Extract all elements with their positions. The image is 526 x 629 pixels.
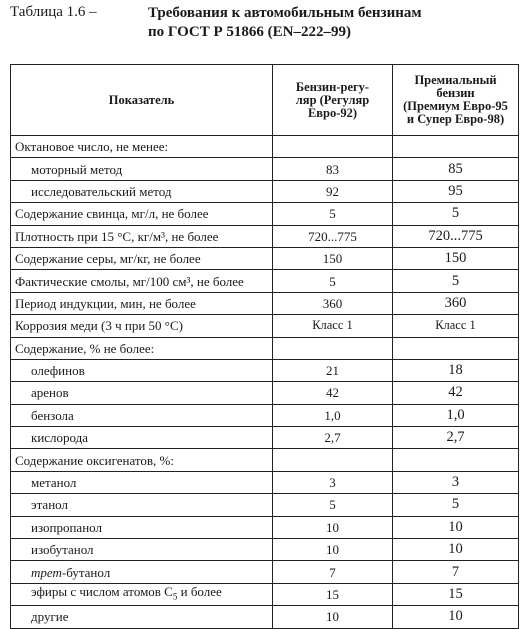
header-param: Показатель xyxy=(11,65,273,136)
row-param-name xyxy=(11,382,273,404)
row-param-name-text: кислорода xyxy=(31,430,89,446)
header-premium-line3: (Премиум Евро-95 xyxy=(403,99,508,113)
row-param-name xyxy=(11,539,273,561)
caption-label: Таблица 1.6 – xyxy=(10,4,97,20)
row-param-name xyxy=(11,516,273,538)
row-value-premium xyxy=(393,337,519,359)
row-param-name-italic: трет xyxy=(31,564,62,580)
row-value-regular: 150 xyxy=(273,247,393,269)
row-value-regular: 10 xyxy=(273,516,393,538)
header-premium-line4: и Супер Евро-98) xyxy=(406,112,505,126)
row-param-name xyxy=(11,404,273,426)
row-param-name-text: изобутанол xyxy=(31,542,94,558)
row-value-regular: 83 xyxy=(273,158,393,180)
row-value-premium: 1,0 xyxy=(393,404,519,426)
table-row xyxy=(11,404,519,426)
table-row xyxy=(11,225,519,247)
table-row xyxy=(11,539,519,561)
row-value-regular: 1,0 xyxy=(273,404,393,426)
row-value-premium: 720...775 xyxy=(393,225,519,247)
row-param-name-text: Октановое число, не менее: xyxy=(15,139,169,155)
row-value-premium: 5 xyxy=(393,203,519,225)
table-row xyxy=(11,315,519,337)
header-regular-line3: Евро-92) xyxy=(307,105,358,120)
row-param-name-subscript: 5 xyxy=(172,591,178,602)
row-param-name xyxy=(11,292,273,314)
row-param-name xyxy=(11,449,273,471)
row-value-regular xyxy=(273,136,393,158)
table-row xyxy=(11,337,519,359)
table-row xyxy=(11,247,519,269)
table-row xyxy=(11,449,519,471)
row-param-name xyxy=(11,225,273,247)
row-value-premium: 5 xyxy=(393,270,519,292)
row-param-name xyxy=(11,315,273,337)
row-param-name-text: бензола xyxy=(31,407,74,423)
row-param-name xyxy=(11,136,273,158)
row-value-regular xyxy=(273,449,393,471)
caption-title-line2: по ГОСТ Р 51866 (EN–222–99) xyxy=(148,24,351,40)
table-row xyxy=(11,427,519,449)
row-param-name-text: моторный метод xyxy=(31,161,123,177)
row-value-premium xyxy=(393,449,519,471)
row-param-name xyxy=(11,180,273,202)
row-value-premium: 10 xyxy=(393,539,519,561)
row-param-name-text: Фактические смолы, мг/100 см³, не более xyxy=(15,273,244,289)
row-value-regular: 5 xyxy=(273,270,393,292)
row-param-name-text: -бутанол xyxy=(61,564,111,580)
header-regular-line1: Бензин-регу- xyxy=(295,79,370,94)
row-param-name xyxy=(11,583,273,605)
row-param-name xyxy=(11,359,273,381)
row-param-name xyxy=(11,337,273,359)
row-param-name-text: этанол xyxy=(31,497,68,513)
row-param-name-text: Коррозия меди (3 ч при 50 °С) xyxy=(15,318,183,334)
row-param-name-tail: и более xyxy=(177,584,222,600)
row-param-name-text: эфиры с числом атомов С xyxy=(31,584,173,600)
table-row xyxy=(11,203,519,225)
row-value-regular: 42 xyxy=(273,382,393,404)
row-value-regular: 15 xyxy=(273,583,393,605)
table-row xyxy=(11,516,519,538)
row-param-name xyxy=(11,270,273,292)
row-value-premium: 15 xyxy=(393,583,519,605)
gasoline-requirements-table xyxy=(10,64,519,629)
row-value-premium: 85 xyxy=(393,158,519,180)
table-row xyxy=(11,382,519,404)
row-value-premium: 42 xyxy=(393,382,519,404)
row-value-regular: Класс 1 xyxy=(273,315,393,337)
row-value-regular: 7 xyxy=(273,561,393,583)
row-value-regular: 21 xyxy=(273,359,393,381)
row-value-premium: 7 xyxy=(393,561,519,583)
table-row xyxy=(11,494,519,516)
row-value-regular xyxy=(273,337,393,359)
row-value-premium: 5 xyxy=(393,494,519,516)
header-row xyxy=(11,65,519,136)
table-row xyxy=(11,180,519,202)
row-value-regular: 3 xyxy=(273,471,393,493)
header-premium-line1: Премиальный xyxy=(414,73,497,87)
row-value-premium: 360 xyxy=(393,292,519,314)
row-param-name-text: олефинов xyxy=(31,363,85,379)
row-value-regular: 360 xyxy=(273,292,393,314)
row-value-regular: 10 xyxy=(273,539,393,561)
header-premium xyxy=(393,65,519,136)
row-value-premium: 2,7 xyxy=(393,427,519,449)
header-premium-line2: бензин xyxy=(436,86,475,100)
row-param-name xyxy=(11,561,273,583)
row-param-name xyxy=(11,471,273,493)
row-value-regular: 10 xyxy=(273,606,393,628)
row-param-name xyxy=(11,427,273,449)
table-row xyxy=(11,471,519,493)
row-param-name xyxy=(11,494,273,516)
row-param-name-text: исследовательский метод xyxy=(31,183,172,199)
table-caption xyxy=(10,4,520,48)
table-row xyxy=(11,158,519,180)
row-param-name-text: Содержание серы, мг/кг, не более xyxy=(15,251,201,267)
row-param-name xyxy=(11,247,273,269)
row-param-name-text: изопропанол xyxy=(31,519,102,535)
row-param-name-text: Плотность при 15 °С, кг/м³, не более xyxy=(15,228,219,244)
row-value-premium: 18 xyxy=(393,359,519,381)
row-param-name-text: Содержание свинца, мг/л, не более xyxy=(15,206,209,222)
header-regular-line2: ляр (Регуляр xyxy=(295,92,370,107)
row-param-name-text: аренов xyxy=(31,385,69,401)
row-value-premium: 10 xyxy=(393,516,519,538)
header-regular xyxy=(273,65,393,136)
row-value-premium: Класс 1 xyxy=(393,315,519,337)
row-value-regular: 92 xyxy=(273,180,393,202)
row-param-name-text: Период индукции, мин, не более xyxy=(15,295,196,311)
row-param-name-text: Содержание, % не более: xyxy=(15,340,155,356)
table-row xyxy=(11,292,519,314)
table-row xyxy=(11,583,519,605)
row-value-regular: 2,7 xyxy=(273,427,393,449)
row-value-regular: 5 xyxy=(273,494,393,516)
row-param-name xyxy=(11,203,273,225)
caption-title-line1: Требования к автомобильным бензинам xyxy=(148,5,422,21)
row-value-premium: 150 xyxy=(393,247,519,269)
row-value-regular: 5 xyxy=(273,203,393,225)
row-param-name-text: другие xyxy=(31,609,69,625)
row-value-premium xyxy=(393,136,519,158)
row-param-name-text: метанол xyxy=(31,475,77,491)
table-row xyxy=(11,359,519,381)
caption-title xyxy=(148,4,422,42)
row-param-name xyxy=(11,158,273,180)
table-row xyxy=(11,136,519,158)
row-value-premium: 95 xyxy=(393,180,519,202)
row-value-premium: 10 xyxy=(393,606,519,628)
row-param-name-text: Содержание оксигенатов, %: xyxy=(15,452,174,468)
row-value-regular: 720...775 xyxy=(273,225,393,247)
table-row xyxy=(11,561,519,583)
row-value-premium: 3 xyxy=(393,471,519,493)
table-row xyxy=(11,270,519,292)
